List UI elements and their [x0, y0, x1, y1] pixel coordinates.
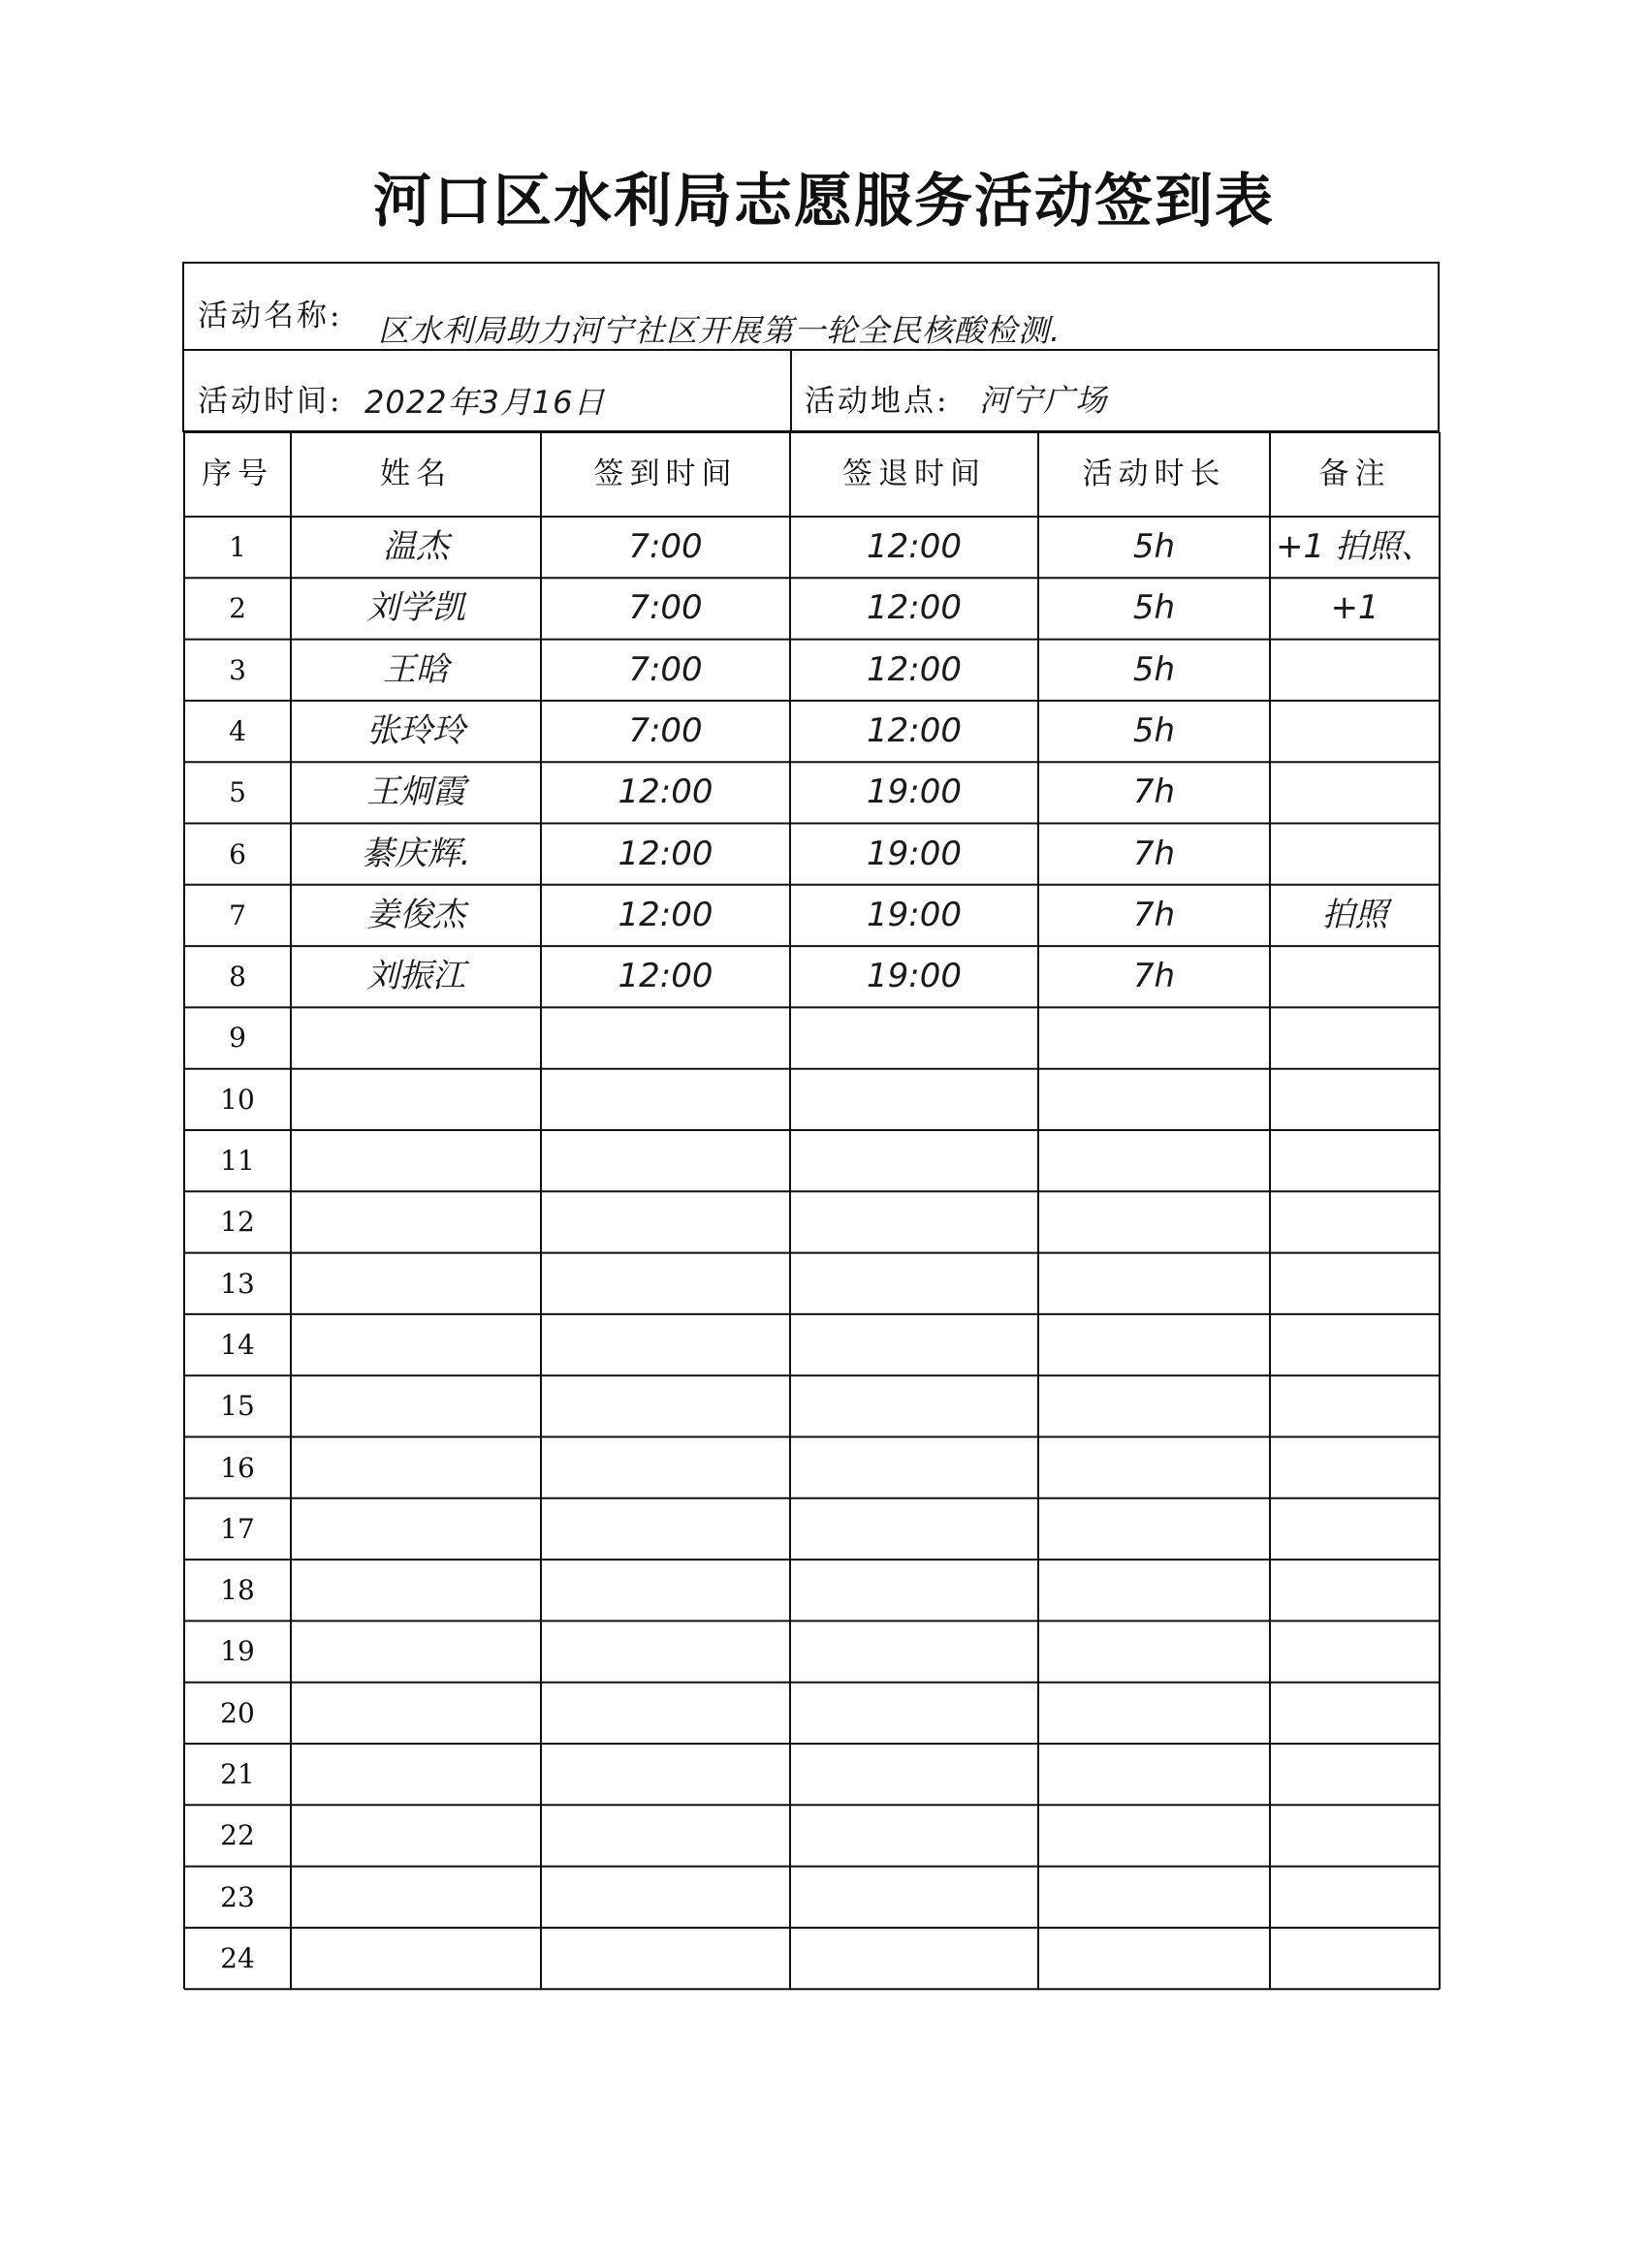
row-name [291, 1867, 541, 1928]
row-duration: 5h [1132, 527, 1176, 566]
row-sign-in-time [541, 1498, 790, 1559]
row-duration [1038, 1805, 1270, 1866]
header-name: 姓名 [380, 457, 452, 491]
row-sign-out-time [790, 1867, 1038, 1928]
row-name [291, 1683, 541, 1744]
row-note [1270, 1375, 1440, 1436]
row-sign-out-time: 19:00 [867, 895, 962, 934]
row-index: 14 [220, 1328, 255, 1361]
row-sign-in-time [541, 1069, 790, 1130]
row-sign-out-time [790, 1805, 1038, 1866]
row-name [291, 1253, 541, 1314]
row-index: 18 [220, 1574, 255, 1607]
row-sign-in-time: 12:00 [618, 895, 713, 934]
row-sign-out-time [790, 1928, 1038, 1989]
row-index: 5 [229, 776, 246, 809]
row-duration [1038, 1683, 1270, 1744]
row-note [1270, 640, 1440, 701]
row-index: 12 [220, 1206, 255, 1239]
row-sign-in-time [541, 1683, 790, 1744]
row-note [1270, 946, 1440, 1007]
row-name [291, 1928, 541, 1989]
row-duration [1038, 1621, 1270, 1682]
row-name [291, 1191, 541, 1252]
row-note [1270, 1007, 1440, 1068]
row-sign-in-time: 12:00 [618, 772, 713, 812]
row-index: 16 [220, 1451, 255, 1484]
row-index: 20 [220, 1696, 255, 1729]
row-duration: 7h [1132, 895, 1176, 934]
row-index: 4 [229, 714, 246, 747]
row-sign-out-time: 12:00 [867, 649, 962, 689]
row-sign-in-time [541, 1744, 790, 1805]
row-duration [1038, 1130, 1270, 1191]
row-sign-in-time [541, 1253, 790, 1314]
row-note [1270, 1683, 1440, 1744]
row-duration: 5h [1132, 710, 1176, 750]
header-sign-out-time: 签退时间 [842, 457, 986, 491]
row-index: 19 [220, 1635, 255, 1668]
row-sign-in-time [541, 1559, 790, 1621]
row-name [291, 1314, 541, 1375]
row-note [1270, 1069, 1440, 1130]
row-sign-out-time: 12:00 [867, 588, 962, 628]
row-sign-out-time [790, 1621, 1038, 1682]
row-note [1270, 1191, 1440, 1252]
row-sign-in-time [541, 1437, 790, 1498]
row-sign-out-time [790, 1559, 1038, 1621]
row-note: +1 拍照、 [1276, 527, 1434, 566]
row-duration: 7h [1132, 772, 1176, 812]
row-name [291, 1007, 541, 1068]
row-note [1270, 824, 1440, 885]
row-name [291, 1498, 541, 1559]
row-name [291, 1559, 541, 1621]
row-index: 21 [220, 1758, 255, 1790]
row-index: 13 [220, 1267, 255, 1300]
row-duration [1038, 1191, 1270, 1252]
row-sign-out-time [790, 1130, 1038, 1191]
row-sign-out-time [790, 1314, 1038, 1375]
row-duration [1038, 1867, 1270, 1928]
header-note: 备注 [1318, 457, 1391, 491]
row-index: 24 [220, 1941, 255, 1974]
row-sign-in-time: 7:00 [628, 588, 703, 628]
row-index: 22 [220, 1819, 255, 1852]
header-index: 序号 [202, 457, 273, 491]
row-sign-in-time [541, 1191, 790, 1252]
row-index: 15 [220, 1390, 255, 1423]
row-sign-in-time [541, 1621, 790, 1682]
row-name: 綦庆辉. [361, 834, 471, 873]
row-sign-out-time: 12:00 [867, 527, 962, 566]
row-name [291, 1621, 541, 1682]
row-duration [1038, 1375, 1270, 1436]
activity-time-label: 活动时间: [198, 384, 343, 419]
row-note [1270, 1253, 1440, 1314]
row-index: 1 [229, 531, 246, 563]
row-name: 王晗 [383, 649, 449, 689]
row-sign-in-time [541, 1805, 790, 1866]
row-note [1270, 1805, 1440, 1866]
row-sign-out-time: 12:00 [867, 710, 962, 750]
row-duration [1038, 1314, 1270, 1375]
row-sign-out-time [790, 1375, 1038, 1436]
row-index: 6 [229, 837, 246, 870]
row-sign-in-time [541, 1867, 790, 1928]
row-note [1270, 1437, 1440, 1498]
row-sign-in-time [541, 1130, 790, 1191]
row-duration [1038, 1253, 1270, 1314]
row-index: 23 [220, 1880, 255, 1913]
row-note [1270, 1621, 1440, 1682]
row-sign-out-time [790, 1437, 1038, 1498]
row-note: 拍照 [1321, 895, 1388, 934]
row-name: 温杰 [383, 527, 449, 566]
row-sign-in-time: 12:00 [618, 834, 713, 873]
row-duration [1038, 1007, 1270, 1068]
row-name [291, 1375, 541, 1436]
row-name [291, 1805, 541, 1866]
row-sign-out-time: 19:00 [867, 772, 962, 812]
row-name: 刘学凯 [366, 588, 465, 628]
row-note [1270, 701, 1440, 762]
row-sign-in-time [541, 1928, 790, 1989]
row-sign-out-time [790, 1498, 1038, 1559]
row-note [1270, 1130, 1440, 1191]
row-duration: 5h [1132, 588, 1176, 628]
row-duration [1038, 1928, 1270, 1989]
row-index: 10 [220, 1083, 255, 1116]
row-index: 3 [229, 653, 246, 686]
row-duration: 7h [1132, 957, 1176, 996]
row-name [291, 1437, 541, 1498]
row-sign-out-time [790, 1744, 1038, 1805]
row-note [1270, 1867, 1440, 1928]
activity-place-label: 活动地点: [805, 384, 950, 419]
row-duration [1038, 1069, 1270, 1130]
row-duration [1038, 1559, 1270, 1621]
row-name: 张玲玲 [366, 710, 465, 750]
row-note [1270, 1928, 1440, 1989]
row-duration: 7h [1132, 834, 1176, 873]
row-sign-out-time [790, 1683, 1038, 1744]
row-sign-in-time [541, 1007, 790, 1068]
row-sign-in-time: 12:00 [618, 957, 713, 996]
row-name: 王炯霞 [366, 772, 465, 812]
row-sign-in-time: 7:00 [628, 710, 703, 750]
page-title: 河口区水利局志愿服务活动签到表 [373, 168, 1275, 236]
activity-name-label: 活动名称: [198, 299, 343, 333]
row-duration: 5h [1132, 649, 1176, 689]
row-sign-out-time [790, 1069, 1038, 1130]
row-duration [1038, 1498, 1270, 1559]
row-note [1270, 1498, 1440, 1559]
row-index: 9 [229, 1022, 246, 1055]
activity-time-value: 2022年3月16日 [364, 384, 606, 421]
row-sign-out-time: 19:00 [867, 834, 962, 873]
row-sign-in-time [541, 1375, 790, 1436]
row-sign-out-time [790, 1007, 1038, 1068]
row-index: 8 [229, 961, 246, 993]
row-index: 7 [229, 898, 246, 931]
row-sign-in-time: 7:00 [628, 649, 703, 689]
row-sign-in-time [541, 1314, 790, 1375]
row-name [291, 1069, 541, 1130]
row-note [1270, 1314, 1440, 1375]
row-sign-in-time: 7:00 [628, 527, 703, 566]
row-name: 刘振江 [366, 957, 465, 996]
row-sign-out-time [790, 1253, 1038, 1314]
row-index: 11 [220, 1145, 255, 1177]
row-note: +1 [1330, 588, 1379, 628]
row-sign-out-time [790, 1191, 1038, 1252]
row-duration [1038, 1744, 1270, 1805]
header-duration: 活动时长 [1082, 457, 1226, 491]
row-note [1270, 1559, 1440, 1621]
row-name [291, 1744, 541, 1805]
row-sign-out-time: 19:00 [867, 957, 962, 996]
row-index: 2 [229, 592, 246, 625]
row-note [1270, 1744, 1440, 1805]
activity-name-value: 区水利局助力河宁社区开展第一轮全民核酸检测. [378, 312, 1062, 349]
row-note [1270, 762, 1440, 823]
row-name [291, 1130, 541, 1191]
header-sign-in-time: 签到时间 [593, 457, 738, 491]
row-name: 姜俊杰 [366, 895, 465, 934]
row-index: 17 [220, 1512, 255, 1545]
activity-place-value: 河宁广场 [979, 382, 1108, 419]
row-duration [1038, 1437, 1270, 1498]
